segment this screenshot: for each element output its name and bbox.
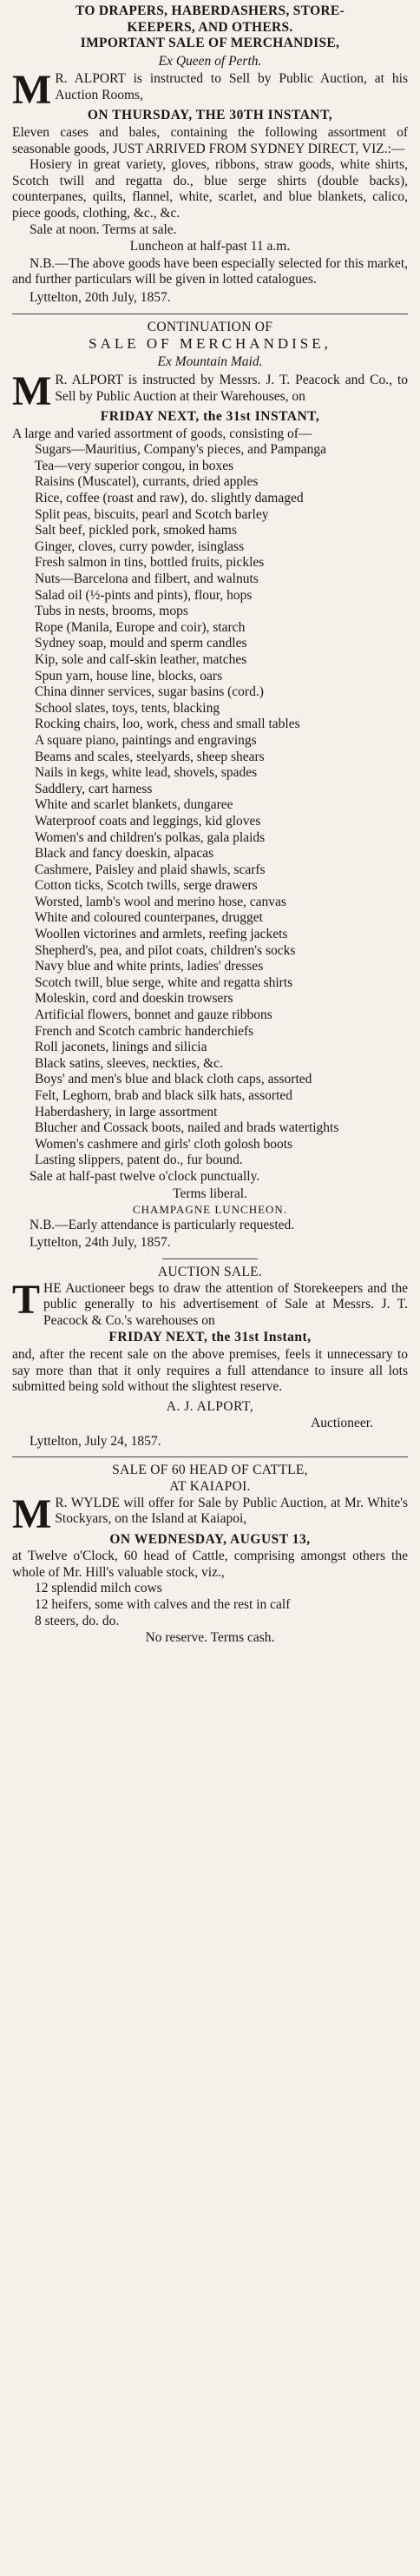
ad4-body: at Twelve o'Clock, 60 head of Cattle, comprising amongst others the whole of Mr. Hill's valuable stock, viz.,: [12, 1549, 408, 1580]
list-item: White and coloured counterpanes, drugget: [35, 910, 263, 926]
ad1-intro: R. ALPORT is instructed to Sell by Public Auction, at his Auction Rooms,: [55, 71, 408, 102]
list-item: Rope (Manila, Europe and coir), starch: [35, 619, 246, 635]
ad3-heading: AUCTION SALE.: [157, 1264, 263, 1279]
list-item: Black satins, sleeves, neckties, &c.: [35, 1055, 223, 1071]
ad1-luncheon: Luncheon at half-past 11 a.m.: [129, 239, 291, 254]
ad1-ship: Ex Queen of Perth.: [158, 53, 262, 69]
ad1-terms: Sale at noon. Terms at sale.: [30, 221, 177, 237]
ad1-heading-2: KEEPERS, AND OTHERS.: [127, 19, 293, 35]
list-item: 8 steers, do. do.: [35, 1613, 120, 1628]
list-item: China dinner services, sugar basins (cord.): [35, 684, 264, 700]
ad4-date-line: ON WEDNESDAY, AUGUST 13,: [109, 1531, 311, 1547]
ad3-signature: A. J. ALPORT,: [166, 1398, 254, 1414]
ad3-dropcap: T: [12, 1276, 41, 1323]
list-item: Woollen victorines and armlets, reefing jackets: [35, 927, 288, 942]
ad1-body: Eleven cases and bales, containing the following assortment of seasonable goods, JUST ARRIVED FROM SYDNEY DIRECT, VIZ.:—: [12, 124, 408, 156]
ad4-item-list: [12, 1581, 408, 1629]
list-item: Ginger, cloves, curry powder, isinglass: [35, 538, 245, 554]
ad3-date-line: FRIDAY NEXT, the 31st Instant,: [108, 1330, 312, 1345]
list-item: A square piano, paintings and engravings: [35, 732, 257, 748]
list-item: Shepherd's, pea, and pilot coats, children's socks: [35, 942, 296, 958]
list-item: Sugars—Mauritius, Company's pieces, and Pampanga: [35, 442, 326, 458]
ad3-intro: HE Auctioneer begs to draw the attention of Storekeepers and the public generally to his advertisement of Sale at Messrs. J. T. Peacock & Co.'s warehouses on: [43, 1280, 408, 1328]
ad4-intro-block: [12, 1490, 408, 1537]
divider: [162, 1258, 258, 1259]
list-item: Roll jaconets, linings and silicia: [35, 1040, 207, 1055]
list-item: Spun yarn, house line, blocks, oars: [35, 668, 223, 684]
ad2-dropcap: M: [12, 368, 52, 415]
advertisement-drapers: [12, 3, 408, 307]
ad1-heading-3: IMPORTANT SALE OF MERCHANDISE,: [80, 36, 340, 51]
ad2-heading-2: SALE OF MERCHANDISE,: [89, 335, 331, 353]
list-item: Lasting slippers, patent do., fur bound.: [35, 1153, 243, 1168]
ad4-heading-1: SALE OF 60 HEAD OF CATTLE,: [112, 1463, 308, 1478]
ad2-sale-time: Sale at half-past twelve o'clock punctually.: [30, 1168, 260, 1184]
ad2-intro: R. ALPORT is instructed by Messrs. J. T. Peacock and Co., to Sell by Public Auction at their Warehouses, on: [55, 373, 408, 404]
ad4-terms: No reserve. Terms cash.: [145, 1630, 275, 1646]
ad4-intro: R. WYLDE will offer for Sale by Public Auction, at Mr. White's Stockyars, on the Island at Kaiapoi,: [55, 1495, 408, 1527]
list-item: Scotch twill, blue serge, white and regatta shirts: [35, 974, 293, 990]
list-item: Tubs in nests, brooms, mops: [35, 604, 188, 619]
ad2-intro-block: [12, 368, 408, 415]
ad3-body: and, after the recent sale on the above premises, feels it unnecessary to say more than that it only requires a full attendance to insure all lots submitted being sold without the slightest reserve.: [12, 1346, 408, 1395]
ad3-title: Auctioneer.: [311, 1416, 373, 1431]
list-item: Nuts—Barcelona and filbert, and walnuts: [35, 571, 259, 587]
list-item: Navy blue and white prints, ladies' dresses: [35, 959, 264, 974]
list-item: Rice, coffee (roast and raw), do. slightly damaged: [35, 491, 304, 506]
ad2-body: A large and varied assortment of goods, consisting of—: [12, 426, 312, 441]
ad2-item-list: [12, 442, 408, 1169]
ad1-note: N.B.—The above goods have been especially selected for this market, and further particulars will be given in lotted catalogues.: [12, 255, 408, 287]
list-item: Tea—very superior congou, in boxes: [35, 458, 234, 473]
ad3-place-date: Lyttelton, July 24, 1857.: [30, 1433, 161, 1449]
advertisement-cattle-sale: [12, 1463, 408, 1646]
list-item: Split peas, biscuits, pearl and Scotch barley: [35, 506, 269, 522]
ad3-intro-block: [12, 1276, 408, 1330]
list-item: 12 splendid milch cows: [35, 1581, 162, 1596]
list-item: Cotton ticks, Scotch twills, serge drawers: [35, 878, 258, 894]
list-item: 12 heifers, some with calves and the rest in calf: [35, 1597, 291, 1613]
list-item: Saddlery, cart harness: [35, 781, 153, 796]
ad1-heading-1: TO DRAPERS, HABERDASHERS, STORE-: [75, 3, 345, 18]
list-item: Worsted, lamb's wool and merino hose, canvas: [35, 894, 286, 909]
list-item: Rocking chairs, loo, work, chess and small tables: [35, 717, 300, 732]
ad1-goods: Hosiery in great variety, gloves, ribbons, straw goods, white shirts, Scotch twill and regatta do., blue serge shirts (double backs), counterpanes, quilts, flannel, white, scarlet, and blue blankets, calico, piece goods, clothing, &c., &c.: [12, 157, 408, 221]
advertisement-continuation: [12, 320, 408, 1252]
list-item: White and scarlet blankets, dungaree: [35, 797, 233, 813]
ad2-terms: Terms liberal.: [173, 1186, 247, 1201]
list-item: Sydney soap, mould and sperm candles: [35, 636, 247, 651]
list-item: Salad oil (½-pints and pints), flour, hops: [35, 587, 253, 603]
ad4-dropcap: M: [12, 1490, 52, 1537]
divider: [12, 1456, 408, 1457]
list-item: Women's and children's polkas, gala plaids: [35, 829, 266, 845]
ad4-heading-2: AT KAIAPOI.: [169, 1479, 251, 1495]
ad2-place-date: Lyttelton, 24th July, 1857.: [30, 1235, 171, 1251]
list-item: Kip, sole and calf-skin leather, matches: [35, 651, 247, 667]
list-item: Beams and scales, steelyards, sheep shears: [35, 749, 265, 764]
list-item: Raisins (Muscatel), currants, dried apples: [35, 474, 259, 490]
list-item: Black and fancy doeskin, alpacas: [35, 846, 214, 862]
ad2-ship: Ex Mountain Maid.: [157, 354, 263, 370]
ad1-date-line: ON THURSDAY, THE 30TH INSTANT,: [87, 108, 333, 123]
list-item: Haberdashery, in large assortment: [35, 1104, 218, 1120]
ad2-date-line: FRIDAY NEXT, the 31st INSTANT,: [100, 409, 320, 425]
list-item: Waterproof coats and leggings, kid gloves: [35, 813, 261, 829]
list-item: School slates, toys, tents, blacking: [35, 700, 220, 716]
list-item: Felt, Leghorn, brab and black silk hats, assorted: [35, 1088, 293, 1104]
ad2-note: N.B.—Early attendance is particularly requested.: [30, 1217, 295, 1232]
list-item: Blucher and Cossack boots, nailed and brads watertights: [35, 1120, 339, 1136]
ad2-luncheon: CHAMPAGNE LUNCHEON.: [132, 1203, 288, 1217]
advertisement-auction-sale: [12, 1265, 408, 1450]
ad1-dropcap: M: [12, 67, 52, 114]
ad1-intro-block: [12, 67, 408, 114]
ad2-heading-1: CONTINUATION OF: [147, 319, 273, 334]
list-item: Nails in kegs, white lead, shovels, spades: [35, 765, 258, 781]
list-item: Fresh salmon in tins, bottled fruits, pickles: [35, 555, 265, 571]
list-item: Cashmere, Paisley and plaid shawls, scarfs: [35, 862, 266, 877]
list-item: Salt beef, pickled pork, smoked hams: [35, 523, 237, 538]
list-item: Moleskin, cord and doeskin trowsers: [35, 991, 233, 1007]
list-item: Boys' and men's blue and black cloth caps, assorted: [35, 1072, 312, 1087]
list-item: Women's cashmere and girls' cloth golosh boots: [35, 1136, 293, 1152]
ad1-place-date: Lyttelton, 20th July, 1857.: [30, 289, 171, 305]
list-item: Artificial flowers, bonnet and gauze ribbons: [35, 1007, 272, 1023]
list-item: French and Scotch cambric handerchiefs: [35, 1023, 254, 1039]
